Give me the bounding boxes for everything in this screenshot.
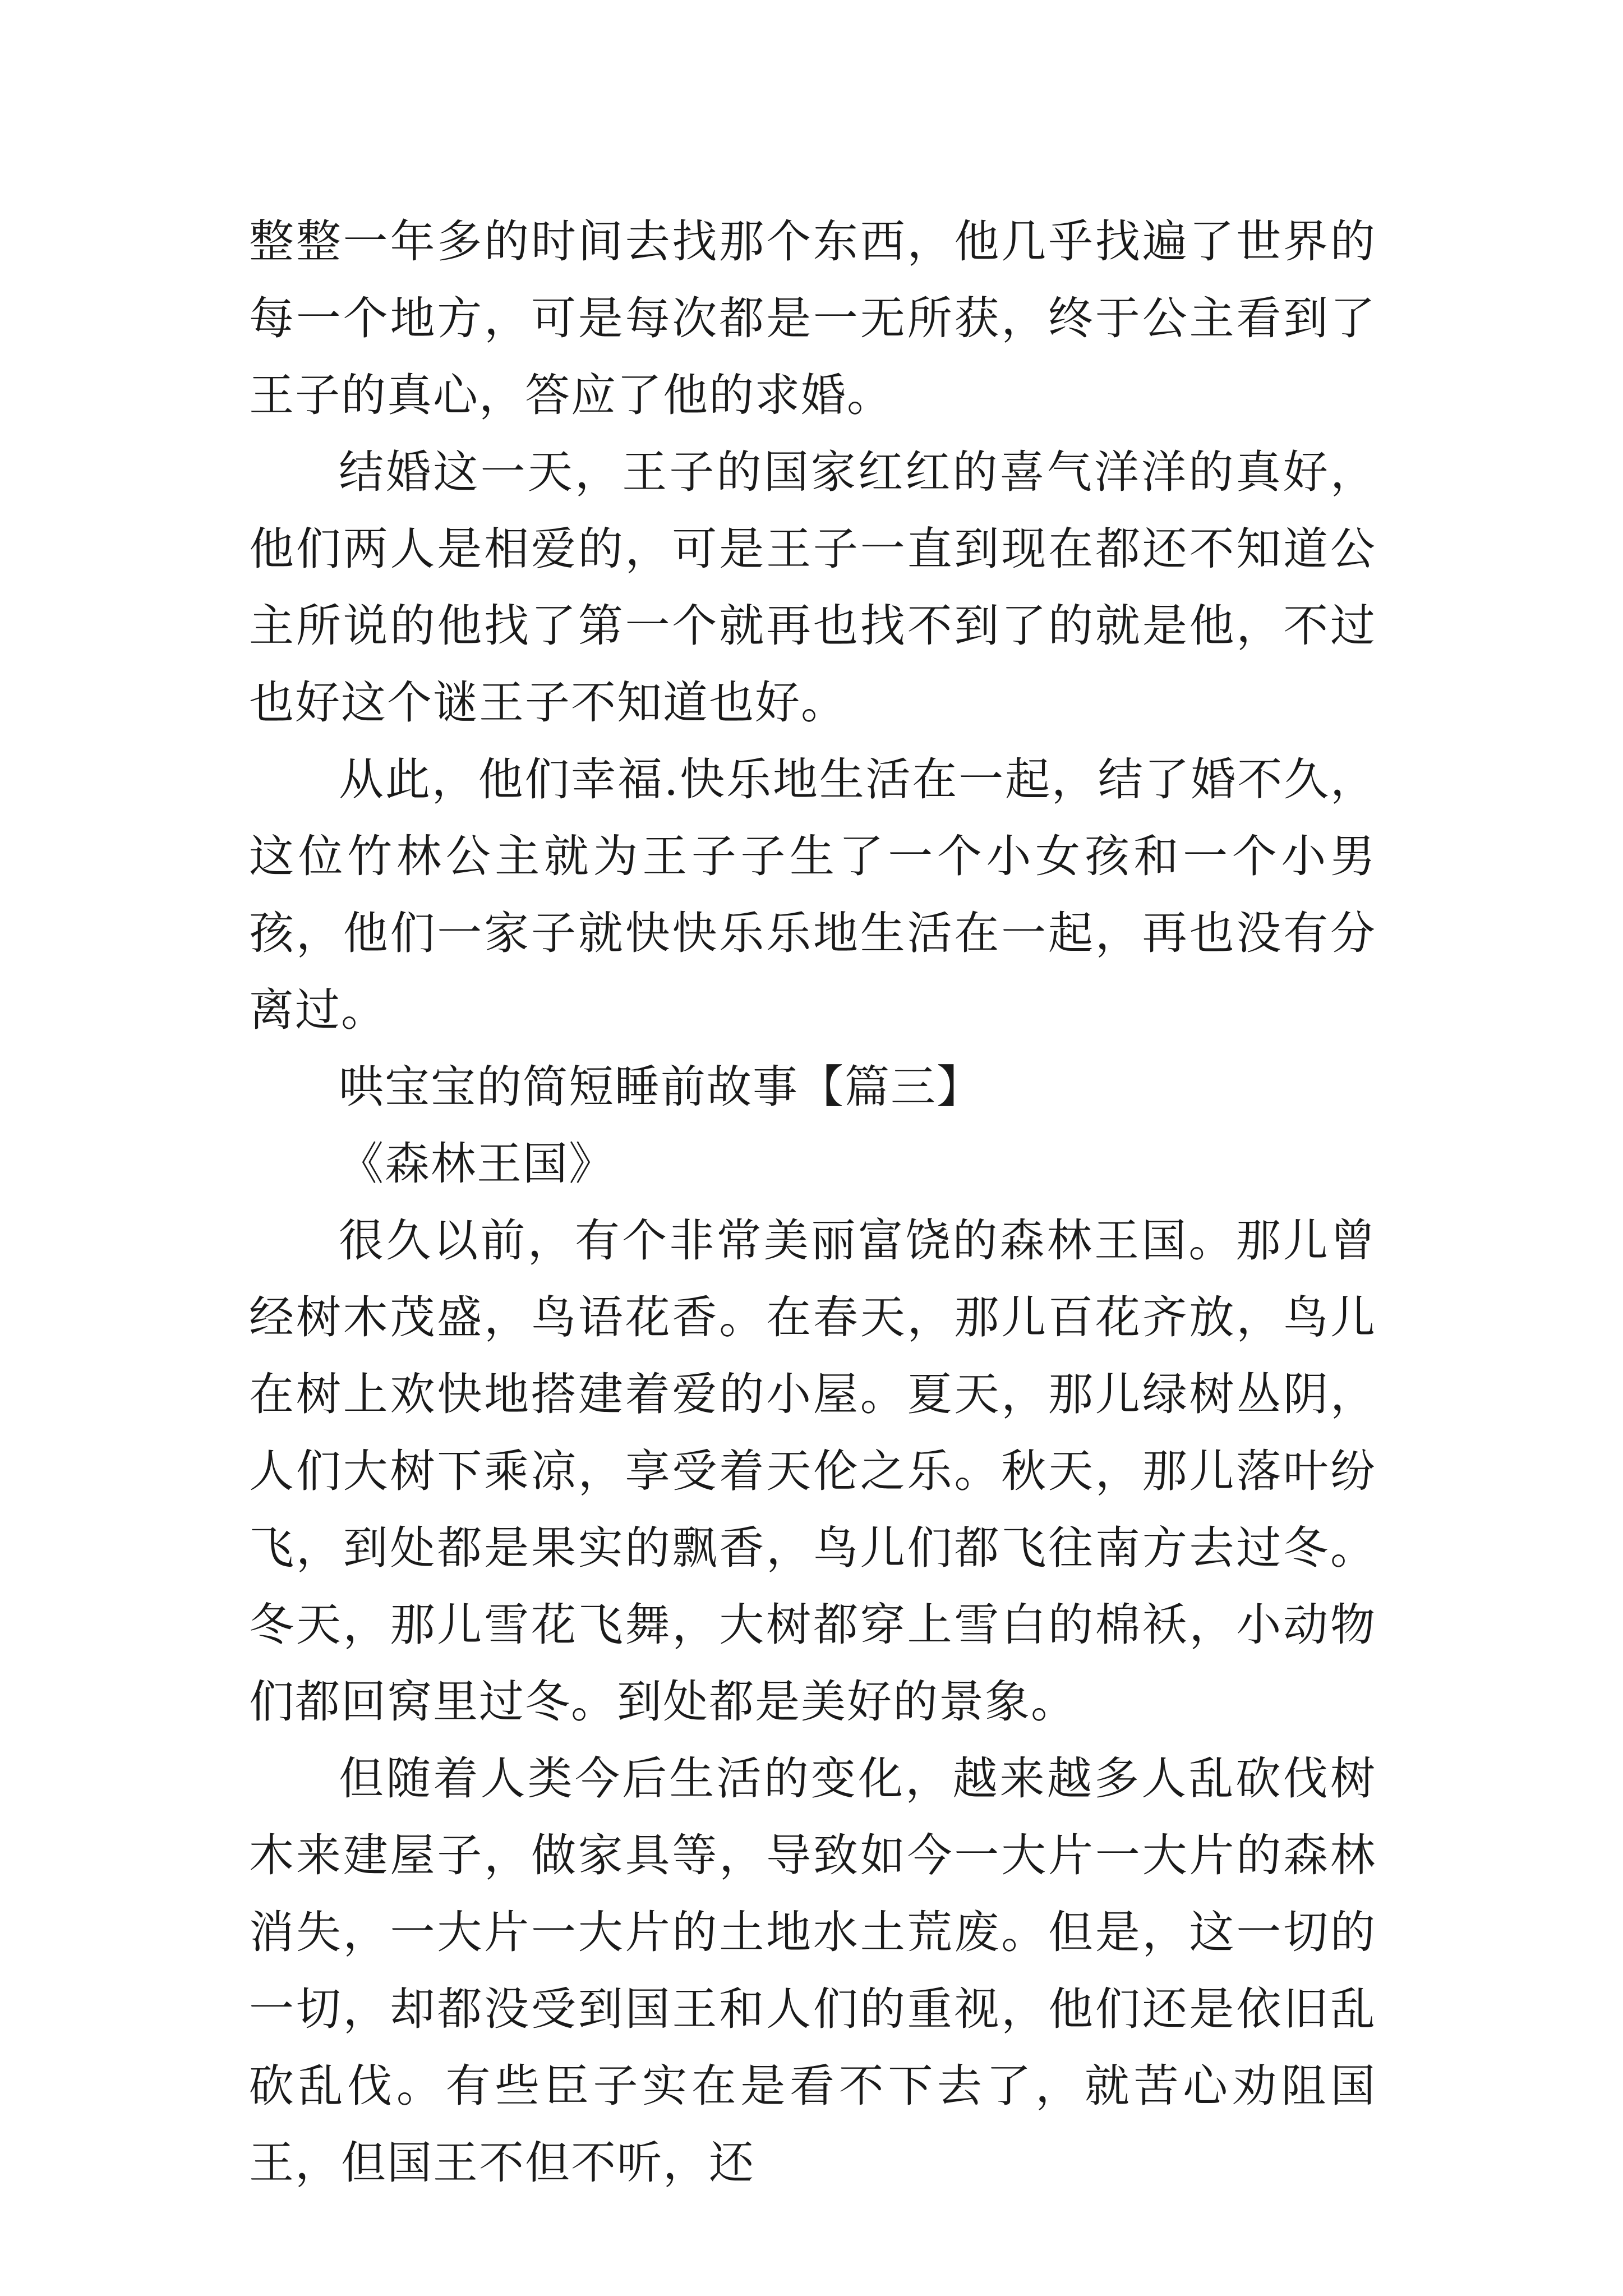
- story-title: 《森林王国》: [339, 1138, 615, 1190]
- paragraph-5: 但随着人类今后生活的变化，越来越多人乱砍伐树木来建屋子，做家具等，导致如今一大片一大片的森林消失，一大片一大片的土地水土荒废。但是，这一切的一切，却都没受到国王和人们的重视，他们还是依旧乱砍乱伐。有些臣子实在是看不下去了，就苦心劝阻国王，但国王不但不听，还: [249, 1752, 1376, 2189]
- paragraph-1: 整整一年多的时间去找那个东西，他几乎找遍了世界的每一个地方，可是每次都是一无所获，终于公主看到了王子的真心，答应了他的求婚。: [249, 215, 1376, 421]
- section-heading: 哄宝宝的简短睡前故事【篇三】: [339, 1061, 983, 1113]
- paragraph-4: 很久以前，有个非常美丽富饶的森林王国。那儿曾经树木茂盛，鸟语花香。在春天，那儿百花齐放，鸟儿在树上欢快地搭建着爱的小屋。夏天，那儿绿树丛阴，人们大树下乘凉，享受着天伦之乐。秋天，那儿落叶纷飞，到处都是果实的飘香，鸟儿们都飞往南方去过冬。冬天，那儿雪花飞舞，大树都穿上雪白的棉袄，小动物们都回窝里过冬。到处都是美好的景象。: [249, 1214, 1376, 1728]
- paragraph-2: 结婚这一天，王子的国家红红的喜气洋洋的真好，他们两人是相爱的，可是王子一直到现在都还不知道公主所说的他找了第一个就再也找不到了的就是他，不过也好这个谜王子不知道也好。: [249, 446, 1376, 729]
- document-body: [249, 203, 1376, 2201]
- paragraph-3: 从此，他们幸福.快乐地生活在一起，结了婚不久，这位竹林公主就为王子子生了一个小女孩和一个小男孩，他们一家子就快快乐乐地生活在一起，再也没有分离过。: [249, 753, 1376, 1036]
